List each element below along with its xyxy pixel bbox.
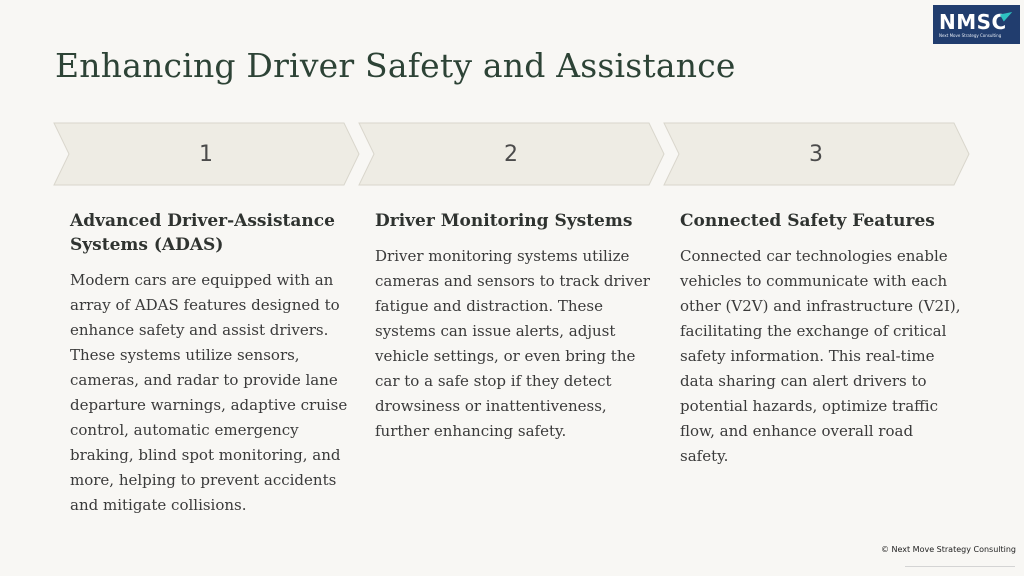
step-description: Driver monitoring systems utilize cameras and sensors to track driver fatigue and distraction. These systems can issue alerts, adjust vehicle settings, or even bring the car to a safe stop if they detect drowsiness or inattentiveness, further enhancing safety. <box>375 247 650 440</box>
step-heading: Connected Safety Features <box>680 211 935 231</box>
step-column-2 <box>375 209 660 444</box>
step-column-1 <box>70 209 355 518</box>
logo-wordmark: NMSC <box>939 10 1007 34</box>
footer-divider <box>905 566 1015 567</box>
step-heading: Driver Monitoring Systems <box>375 211 633 231</box>
step-description: Modern cars are equipped with an array of ADAS features designed to enhance safety and assist drivers. These systems utilize sensors, cameras, and radar to provide lane departure warnings, adaptive cruise control, automatic emergency braking, blind spot monitoring, and more, helping to prevent accidents and mitigate collisions. <box>70 271 348 514</box>
slide-title: Enhancing Driver Safety and Assistance <box>55 46 736 85</box>
step-heading: Advanced Driver-Assistance Systems (ADAS) <box>70 211 335 255</box>
step-number-3: 3 <box>809 142 823 167</box>
step-description: Connected car technologies enable vehicles to communicate with each other (V2V) and infrastructure (V2I), facilitating the exchange of critical safety information. This real-time data sharing can alert drivers to potential hazards, optimize traffic flow, and enhance overall road safety. <box>680 247 961 465</box>
process-chevrons <box>0 0 1024 200</box>
logo-tagline: Next Move Strategy Consulting <box>939 33 1002 38</box>
step-column-3 <box>680 209 965 469</box>
copyright-footer: © Next Move Strategy Consulting <box>880 545 1016 554</box>
step-number-2: 2 <box>504 142 518 167</box>
step-number-1: 1 <box>199 142 213 167</box>
